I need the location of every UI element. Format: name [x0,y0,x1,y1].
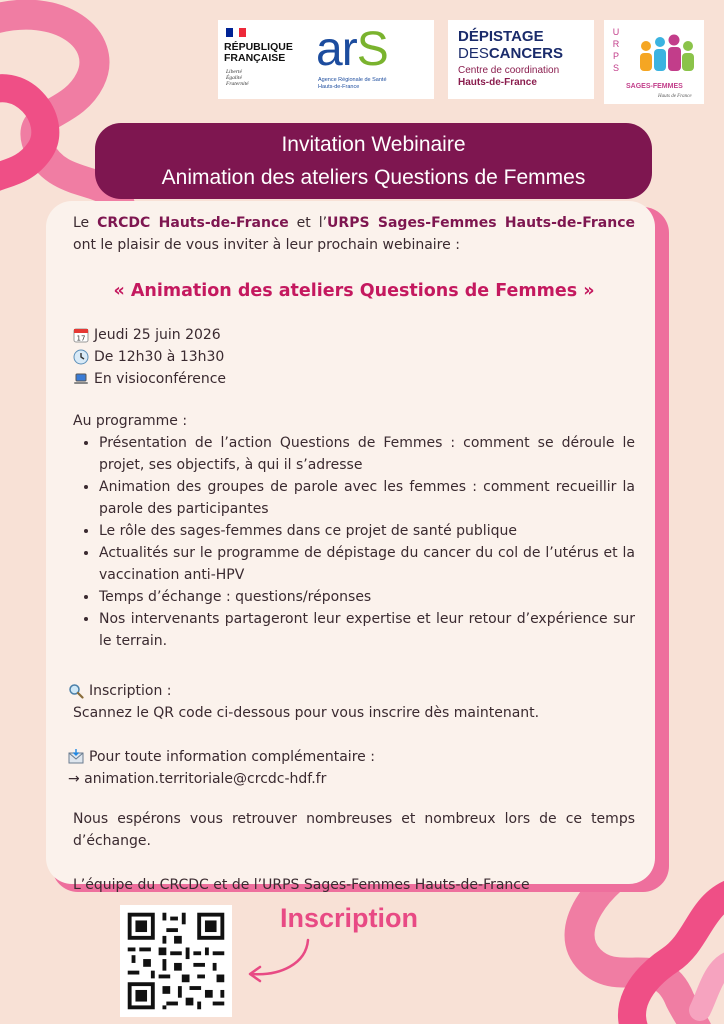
people-icon [634,32,698,78]
webinar-headline: « Animation des ateliers Questions de Femmes » [113,281,595,301]
inscription-section [73,680,635,724]
logo-republique-ars [218,20,434,99]
banner-line-2: Animation des ateliers Questions de Femmes [161,166,586,189]
title-banner [95,123,652,199]
card-content [68,212,635,896]
qr-code[interactable] [120,905,232,1017]
list-item: • Présentation de l’action Questions de Femmes : comment se déroule le projet, ses objectifs, à qui il s’adresse [99,432,635,476]
ars-subtitle: Agence Régionale de Santé Hauts-de-France [318,77,387,90]
magnifier-icon [68,683,84,699]
contact-email[interactable]: → animation.territoriale@crcdc-hdf.fr [68,771,327,787]
list-item: • Animation des groupes de parole avec les femmes : comment recueillir la parole des participantes [99,476,635,520]
intro-paragraph: Le CRCDC Hauts-de-France et l’URPS Sages-Femmes Hauts-de-France ont le plaisir de vous inviter à leur prochain webinaire : [73,215,635,253]
logo-depistage-cancers: DÉPISTAGE DESCANCERS Centre de coordination Hauts-de-France [448,20,594,99]
inscription-text: Scannez le QR code ci-dessous pour vous inscrire dès maintenant. [73,705,540,721]
svg-text:17: 17 [76,334,86,343]
contact-title: Pour toute information complémentaire : [89,749,375,765]
event-date: 17 Jeudi 25 juin 2026 [73,324,635,346]
event-location: En visioconférence [73,368,635,390]
list-item: • Actualités sur le programme de dépistage du cancer du col de l’utérus et la vaccination anti-HPV [99,542,635,586]
calendar-icon [73,327,89,343]
banner-line-1: Invitation Webinaire [281,133,466,156]
curved-arrow-icon [240,936,320,986]
french-flag-icon [226,28,246,37]
envelope-icon [68,749,84,765]
program-section [73,410,635,652]
list-item: • Nos intervenants partageront leur expertise et leur retour d’expérience sur le terrain. [99,608,635,652]
urps-letters: U R P S [612,27,620,73]
program-list [73,432,635,652]
closing-paragraph: Nous espérons vous retrouver nombreuses et nombreux lors de ce temps d’échange. [73,811,635,849]
list-item: • Temps d’échange : questions/réponses [99,586,635,608]
event-details [73,324,635,390]
inscription-cta: Inscription [280,903,419,933]
republique-motto: Liberté Égalité Fraternité [226,69,249,87]
clock-icon [73,349,89,365]
laptop-icon [73,371,89,387]
ars-wordmark: arS [316,23,388,76]
inscription-title: Inscription : [89,683,172,699]
contact-section [68,746,635,790]
signature: L’équipe du CRCDC et de l’URPS Sages-Femmes Hauts-de-France [73,877,530,893]
event-time: De 12h30 à 13h30 [73,346,635,368]
logo-urps-sages-femmes: U R P S SAGES-FEMMES Hauts de France [604,20,704,104]
republique-title: RÉPUBLIQUE FRANÇAISE [224,41,293,64]
list-item: • Le rôle des sages-femmes dans ce projet de santé publique [99,520,635,542]
program-title: Au programme : [73,413,188,429]
